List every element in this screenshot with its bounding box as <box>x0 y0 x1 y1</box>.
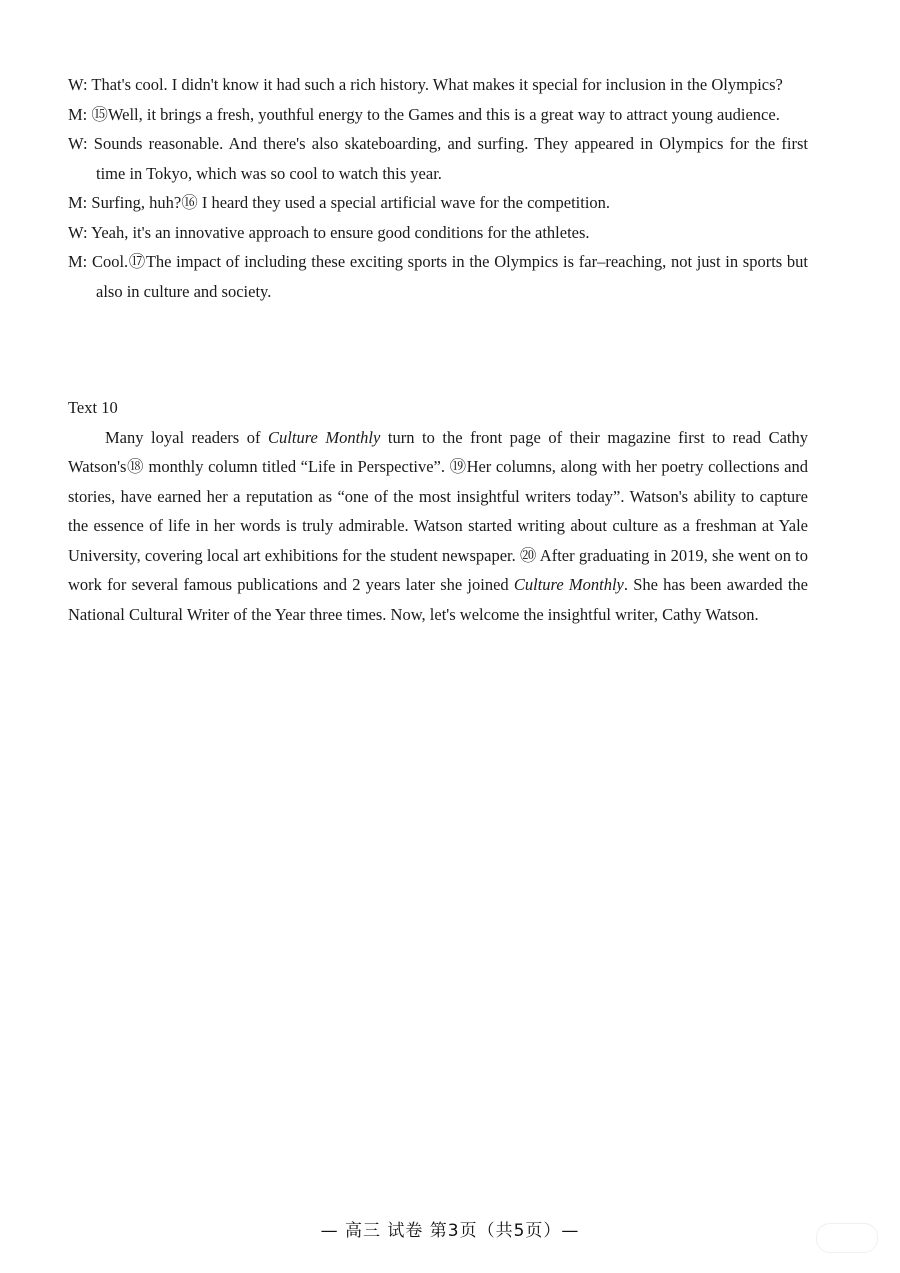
speaker-label: W: <box>68 134 88 153</box>
dialogue-line <box>68 247 808 306</box>
passage-paragraph <box>68 423 808 630</box>
speaker-label: W: <box>68 75 88 94</box>
dialogue-text: That's cool. I didn't know it had such a rich history. What makes it special for inclusion in the Olympics? <box>91 75 783 94</box>
passage-text: . She has been awarded the National Cultural Writer of the Year three times. Now, let's welcome the insightful writer, Cathy Watson. <box>68 575 808 624</box>
speaker-label: W: <box>68 222 88 242</box>
dialogue-text: Sounds reasonable. And there's also skateboarding, and surfing. They appeared in Olympics for the first time in Tokyo, which was so cool to watch this year. <box>93 134 808 183</box>
section-heading: Text 10 <box>68 398 118 417</box>
speaker-label: M: <box>68 104 88 124</box>
magazine-title: Culture Monthly <box>268 427 381 447</box>
dialogue-text: Yeah, it's an innovative approach to ensure good conditions for the athletes. <box>91 222 590 242</box>
dialogue-section <box>68 70 808 306</box>
watermark-logo <box>816 1223 878 1253</box>
dialogue-text: Surfing, huh?⑯ I heard they used a special artificial wave for the competition. <box>91 193 611 212</box>
passage-text: Many loyal readers of <box>105 427 269 447</box>
passage-text: turn to the front page of their magazine first to read Cathy Watson's⑱ monthly column titled “Life in Perspective”. ⑲Her columns, along with her poetry collections and stories, have earned her a reputation as “one of the most insightful writers today”. Watson's ability to capture the essence of life in her words is truly admirable. Watson started writing about culture as a freshman at Yale University, covering local art exhibitions for the student newspaper. ⑳ After graduating in 2019, she went on to work for several famous publications and 2 years later she joined <box>68 427 809 594</box>
text10-section <box>68 393 808 629</box>
dialogue-line <box>68 100 808 130</box>
speaker-label: M: <box>68 193 88 212</box>
dialogue-text: Cool.⑰The impact of including these exciting sports in the Olympics is far–reaching, not just in sports but also in culture and society. <box>91 252 808 301</box>
dialogue-line <box>68 129 808 188</box>
dialogue-line <box>68 218 808 248</box>
speaker-label: M: <box>68 252 88 271</box>
magazine-title: Culture Monthly <box>513 575 624 594</box>
dialogue-line <box>68 70 808 100</box>
dialogue-text: ⑮Well, it brings a fresh, youthful energy to the Games and this is a great way to attract young audience. <box>91 104 780 124</box>
dialogue-line <box>68 188 808 218</box>
page-footer: — 高三 试卷 第3页（共5页）— <box>320 1221 580 1241</box>
